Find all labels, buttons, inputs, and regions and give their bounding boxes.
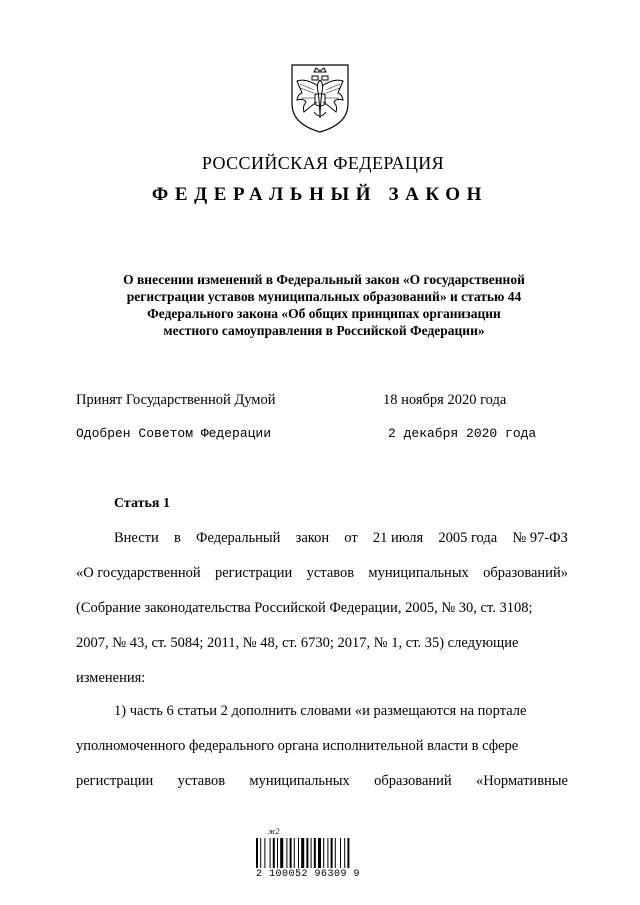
barcode-bar [280, 838, 283, 868]
barcode-bar [301, 838, 304, 868]
text-line [76, 764, 568, 799]
text-segment: 2007, № 43, ст. 5084; 2011, № 48, ст. 6730; 2017, № 1, ст. 35) следующие [76, 635, 519, 651]
barcode-bar [323, 838, 324, 868]
article-paragraph-2 [76, 694, 568, 799]
word: образований» [483, 565, 568, 581]
barcode-bar [277, 838, 278, 868]
council-approval-date: 2 декабря 2020 года [388, 426, 537, 441]
word: 2005 года [438, 530, 498, 546]
text-line [76, 694, 568, 729]
handwritten-mark: ж2 [268, 827, 280, 836]
barcode-bar [298, 838, 299, 868]
text-line [76, 626, 568, 661]
word: 21 июля [372, 530, 424, 546]
barcode-bar [314, 838, 316, 868]
barcode-bar [331, 838, 333, 868]
word: Внести [114, 530, 159, 546]
text-segment: (Собрание законодательства Российской Федерации, 2005, № 30, ст. 3108; [76, 600, 533, 616]
barcode-bar [294, 838, 295, 868]
barcode-bar [286, 838, 287, 868]
barcode-number: 2 100052 96309 9 [256, 869, 361, 880]
word: в [173, 530, 181, 546]
text-line [76, 521, 568, 556]
word: уставов [177, 773, 226, 789]
word: муниципальных [368, 565, 469, 581]
word: от [344, 530, 358, 546]
barcode-bar [327, 838, 328, 868]
text-line [76, 661, 568, 696]
word: «О государственной [76, 565, 201, 581]
barcode-bar [335, 838, 336, 868]
word: уставов [306, 565, 355, 581]
council-approval-label: Одобрен Советом Федерации [76, 426, 272, 441]
barcode-bar [260, 838, 261, 868]
text-line [76, 591, 568, 626]
text-line [76, 729, 568, 764]
law-title [60, 271, 588, 339]
word: образований [374, 773, 452, 789]
word: регистрации [76, 773, 154, 789]
word: Федеральный [196, 530, 281, 546]
barcode-bar [347, 838, 349, 868]
duma-adoption-label: Принят Государственной Думой [76, 392, 276, 408]
barcode-bar [264, 838, 265, 868]
coat-of-arms [288, 62, 352, 134]
russian-coat-of-arms-icon [288, 62, 352, 134]
word: муниципальных [249, 773, 350, 789]
law-title-line: О внесении изменений в Федеральный закон «О государственной [123, 272, 525, 287]
word: № 97-ФЗ [512, 530, 568, 546]
text-segment: уполномоченного федерального органа исполнительной власти в сфере [76, 738, 519, 754]
document-type: ФЕДЕРАЛЬНЫЙ ЗАКОН [151, 184, 489, 205]
barcode-bar [318, 838, 321, 868]
text-line [76, 556, 568, 591]
law-title-line: регистрации уставов муниципальных образований» и статью 44 [126, 289, 522, 304]
country-name: РОССИЙСКАЯ ФЕДЕРАЦИЯ [201, 153, 445, 173]
barcode-bar [290, 838, 292, 868]
barcode-bar [256, 838, 258, 868]
article-paragraph-1 [76, 521, 568, 696]
text-segment: 1) часть 6 статьи 2 дополнить словами «и размещаются на портале [114, 703, 527, 719]
word: «Нормативные [475, 773, 568, 789]
barcode-bar [344, 838, 345, 868]
law-title-line: Федерального закона «Об общих принципах организации [147, 306, 501, 321]
word: регистрации [215, 565, 293, 581]
barcode-bar [306, 838, 308, 868]
law-title-line: местного самоуправления в Российской Федерации» [163, 323, 485, 338]
article-heading: Статья 1 [114, 496, 170, 511]
word: закон [295, 530, 330, 546]
barcode-bar [270, 838, 271, 868]
duma-adoption-date: 18 ноября 2020 года [383, 392, 507, 408]
barcode-bar [311, 838, 312, 868]
barcode-bar [273, 838, 275, 868]
barcode-bar [340, 838, 341, 868]
text-segment: изменения: [76, 670, 146, 686]
